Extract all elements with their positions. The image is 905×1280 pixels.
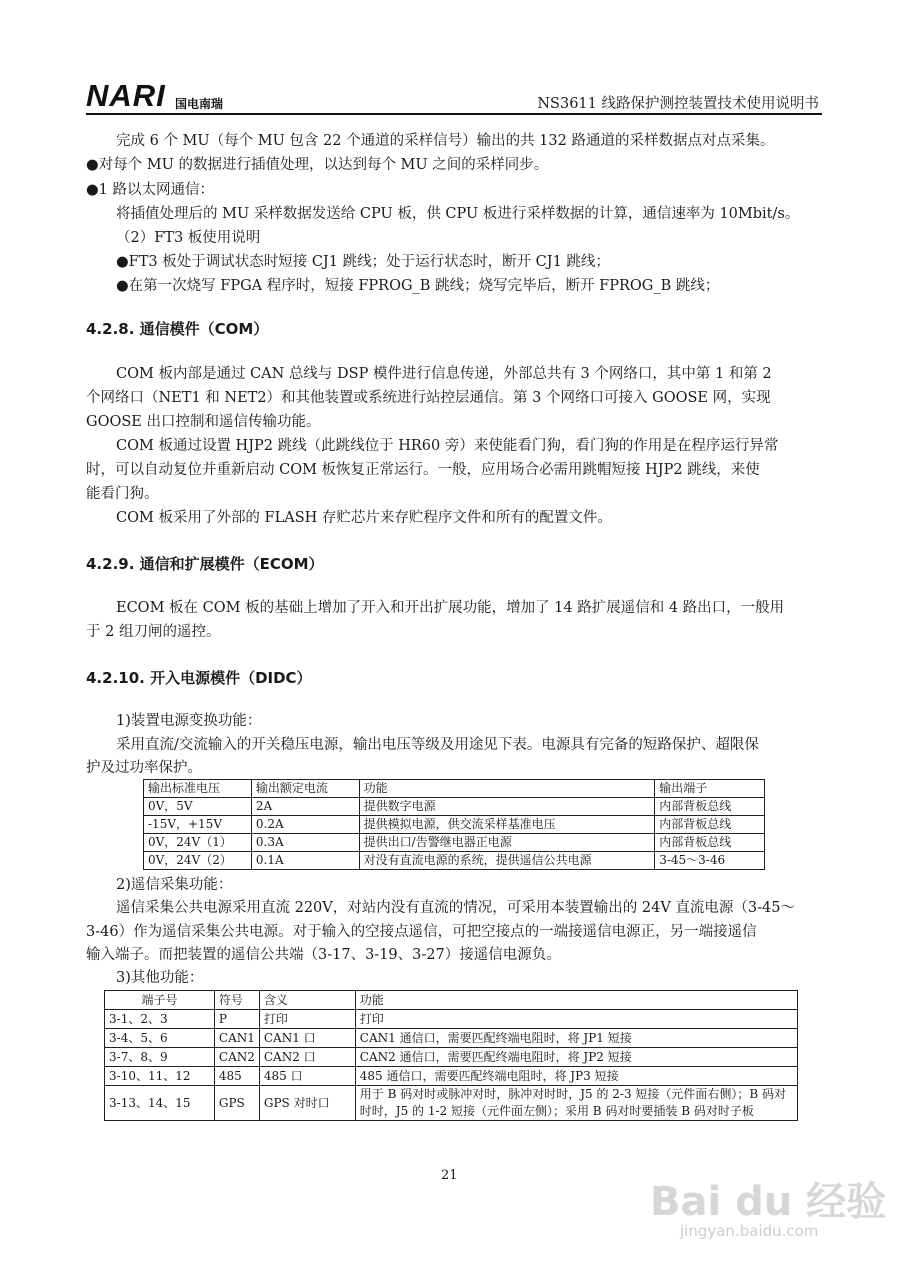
- table-cell: CAN1 口: [259, 1029, 355, 1048]
- table-cell: 3-13、14、15: [105, 1086, 215, 1121]
- baidu-watermark-url: jingyan.baidu.com: [680, 1222, 819, 1240]
- table-cell: CAN1 通信口，需要匹配终端电阻时，将 JP1 短接: [355, 1029, 797, 1048]
- table-cell: 内部背板总线: [655, 816, 765, 834]
- intro-bullet-1: ●对每个 MU 的数据进行插值处理，以达到每个 MU 之间的采样同步。: [86, 157, 549, 173]
- table-cell: 用于 B 码对时或脉冲对时，脉冲对时时，J5 的 2-3 短接（元件面右侧）；B 码对时时，J5 的 1-2 短接（元件面左侧）；采用 B 码对时要插装 B 码对时子板: [355, 1086, 797, 1121]
- table-row: [105, 1029, 798, 1048]
- com-para-2-line-3: 能看门狗。: [86, 486, 159, 502]
- table-cell: CAN2: [214, 1048, 259, 1067]
- table-header-row: [105, 991, 798, 1010]
- intro-line-2: 将插值处理后的 MU 采样数据发送给 CPU 板，供 CPU 板进行采样数据的计算，通信速率为 10Mbit/s。: [116, 206, 800, 222]
- table-header-cell: 输出端子: [655, 780, 765, 798]
- didc-para-2-line-1: 遥信采集公共电源采用直流 220V，对站内没有直流的情况，可采用本装置输出的 24V 直流电源（3-45～: [116, 900, 795, 916]
- com-para-1-line-1: COM 板内部是通过 CAN 总线与 DSP 模件进行信息传递，外部总共有 3 个网络口，其中第 1 和第 2: [116, 366, 772, 382]
- table-cell: CAN1: [214, 1029, 259, 1048]
- table-header-cell: 功能: [359, 780, 655, 798]
- ft3-bullet-2-text: 在第一次烧写 FPGA 程序时，短接 FPROG_B 跳线；烧写完毕后，断开 FPROG_B 跳线；: [128, 278, 720, 294]
- table-cell: 3-7、8、9: [105, 1048, 215, 1067]
- table-cell: 0V，24V（2）: [144, 852, 252, 870]
- table-row: [105, 1067, 798, 1086]
- page-number: 21: [441, 1168, 458, 1183]
- table-cell: 0.3A: [251, 834, 359, 852]
- com-para-1-line-2: 个网络口（NET1 和 NET2）和其他装置或系统进行站控层通信。第 3 个网络口可接入 GOOSE 网，实现: [86, 390, 771, 406]
- table-header-cell: 端子号: [105, 991, 215, 1010]
- table-cell: 3-4、5、6: [105, 1029, 215, 1048]
- table-row: [105, 1086, 798, 1121]
- didc-para-1-line-1: 采用直流/交流输入的开关稳压电源，输出电压等级及用途见下表。电源具有完备的短路保护、超限保: [116, 737, 759, 753]
- ft3-subtitle: （2）FT3 板使用说明: [116, 230, 261, 246]
- table-header-cell: 输出额定电流: [251, 780, 359, 798]
- didc-para-2-line-2: 3-46）作为遥信采集公共电源。对于输入的空接点遥信，可把空接点的一端接遥信电源正，另一端接遥信: [86, 924, 757, 940]
- table-cell: 2A: [251, 798, 359, 816]
- table-cell: 提供模拟电源，供交流采样基准电压: [359, 816, 655, 834]
- ft3-bullet-1: ●FT3 板处于调试状态时短接 CJ1 跳线；处于运行状态时，断开 CJ1 跳线；: [116, 254, 610, 270]
- ft3-bullet-1-text: FT3 板处于调试状态时短接 CJ1 跳线；处于运行状态时，断开 CJ1 跳线；: [128, 254, 610, 270]
- table-cell: 3-1、2、3: [105, 1010, 215, 1029]
- table-cell: -15V，+15V: [144, 816, 252, 834]
- table-cell: 内部背板总线: [655, 798, 765, 816]
- table-row: [105, 1048, 798, 1067]
- intro-line-1: 完成 6 个 MU（每个 MU 包含 22 个通道的采样信号）输出的共 132 路通道的采样数据点对点采集。: [116, 133, 775, 149]
- table-cell: CAN2 通信口，需要匹配终端电阻时，将 JP2 短接: [355, 1048, 797, 1067]
- table-cell: 提供数字电源: [359, 798, 655, 816]
- table-cell: 485 口: [259, 1067, 355, 1086]
- ecom-para-line-1: ECOM 板在 COM 板的基础上增加了开入和开出扩展功能，增加了 14 路扩展遥信和 4 路出口，一般用: [116, 600, 785, 616]
- didc-sub-3: 3)其他功能：: [116, 970, 204, 986]
- didc-para-1-line-2: 护及过功率保护。: [86, 760, 202, 776]
- nari-logo: NARI: [86, 78, 166, 113]
- power-output-table: [143, 779, 765, 870]
- table-cell: GPS: [214, 1086, 259, 1121]
- table-cell: 0V，24V（1）: [144, 834, 252, 852]
- table-cell: 提供出口/告警继电器正电源: [359, 834, 655, 852]
- table-cell: 0.1A: [251, 852, 359, 870]
- table-header-cell: 符号: [214, 991, 259, 1010]
- table-header-cell: 功能: [355, 991, 797, 1010]
- section-heading-com: 4.2.8. 通信模件（COM）: [86, 320, 269, 338]
- baidu-watermark-logo: Bai du 经验: [650, 1179, 887, 1225]
- table-cell: 0.2A: [251, 816, 359, 834]
- table-cell: 对没有直流电源的系统，提供遥信公共电源: [359, 852, 655, 870]
- ecom-para-line-2: 于 2 组刀闸的遥控。: [86, 624, 221, 640]
- intro-bullet-2-text: 1 路以太网通信：: [98, 182, 214, 198]
- table-cell: CAN2 口: [259, 1048, 355, 1067]
- com-para-2-line-1: COM 板通过设置 HJP2 跳线（此跳线位于 HR60 旁）来使能看门狗，看门狗的作用是在程序运行异常: [116, 438, 779, 454]
- ft3-bullet-2: ●在第一次烧写 FPGA 程序时，短接 FPROG_B 跳线；烧写完毕后，断开 FPROG_B 跳线；: [116, 278, 720, 294]
- section-heading-didc: 4.2.10. 开入电源模件（DIDC）: [86, 669, 312, 687]
- table-row: [144, 816, 765, 834]
- table-row: [144, 798, 765, 816]
- com-para-3: COM 板采用了外部的 FLASH 存贮芯片来存贮程序文件和所有的配置文件。: [116, 510, 612, 526]
- table-cell: 打印: [259, 1010, 355, 1029]
- table-row: [105, 1010, 798, 1029]
- table-cell: 3-45～3-46: [655, 852, 765, 870]
- didc-sub-1: 1)装置电源变换功能：: [116, 713, 262, 729]
- intro-bullet-1-text: 对每个 MU 的数据进行插值处理，以达到每个 MU 之间的采样同步。: [98, 157, 549, 173]
- table-header-row: [144, 780, 765, 798]
- table-cell: 打印: [355, 1010, 797, 1029]
- table-header-cell: 含义: [259, 991, 355, 1010]
- table-cell: 内部背板总线: [655, 834, 765, 852]
- document-title: NS3611 线路保护测控装置技术使用说明书: [537, 96, 819, 112]
- table-cell: 485 通信口，需要匹配终端电阻时，将 JP3 短接: [355, 1067, 797, 1086]
- table-cell: 485: [214, 1067, 259, 1086]
- com-para-1-line-3: GOOSE 出口控制和遥信传输功能。: [86, 414, 321, 430]
- intro-bullet-2: ●1 路以太网通信：: [86, 182, 214, 198]
- table-cell: 0V，5V: [144, 798, 252, 816]
- didc-sub-2: 2)遥信采集功能：: [116, 877, 233, 893]
- didc-para-2-line-3: 输入端子。而把装置的遥信公共端（3-17、3-19、3-27）接遥信电源负。: [86, 947, 561, 963]
- com-para-2-line-2: 时，可以自动复位并重新启动 COM 板恢复正常运行。一般，应用场合必需用跳帽短接 HJP2 跳线，来使: [86, 462, 760, 478]
- table-cell: 3-10、11、12: [105, 1067, 215, 1086]
- header-rule: [86, 113, 822, 115]
- nari-logo-chinese: 国电南瑞: [175, 97, 224, 111]
- table-header-cell: 输出标准电压: [144, 780, 252, 798]
- table-cell: GPS 对时口: [259, 1086, 355, 1121]
- table-cell: P: [214, 1010, 259, 1029]
- table-row: [144, 834, 765, 852]
- section-heading-ecom: 4.2.9. 通信和扩展模件（ECOM）: [86, 555, 324, 573]
- terminal-function-table: [104, 990, 798, 1121]
- table-row: [144, 852, 765, 870]
